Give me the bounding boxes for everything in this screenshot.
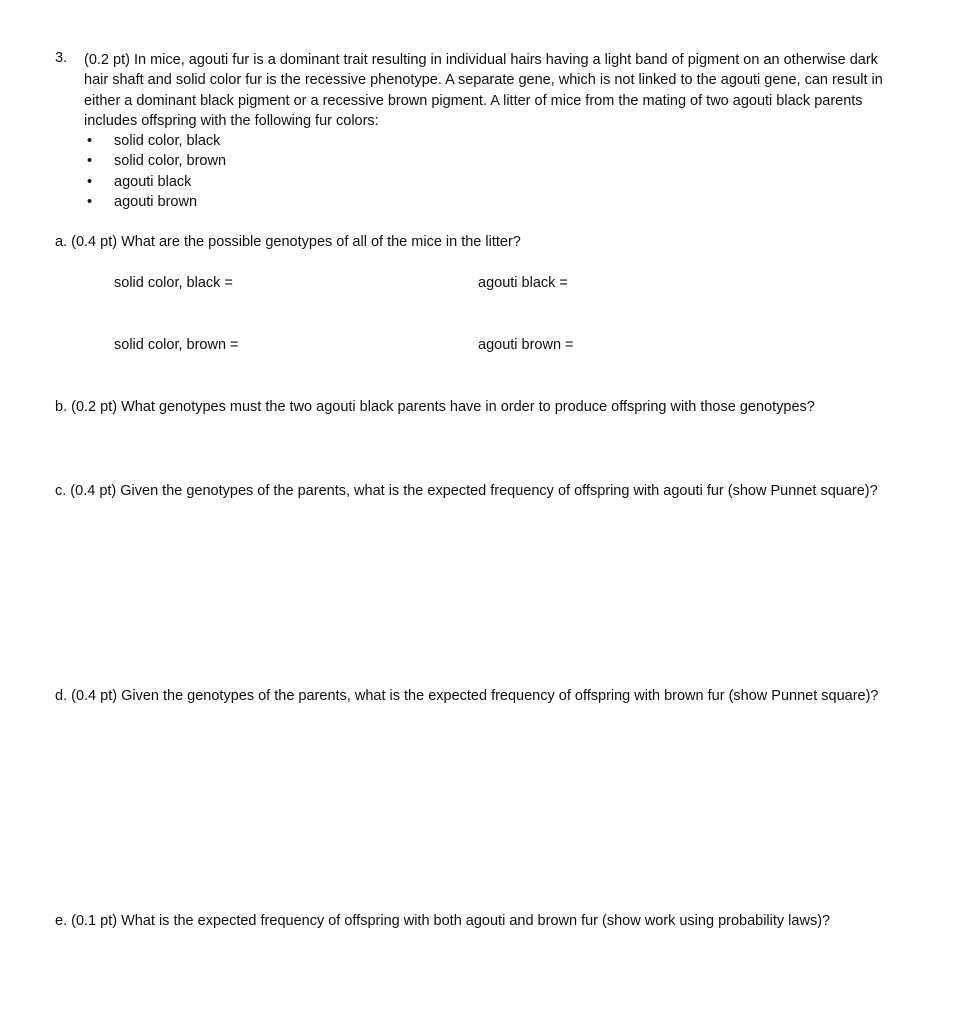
bullet-icon: •	[87, 133, 93, 149]
bullet-icon: •	[87, 194, 93, 211]
list-item	[84, 151, 226, 171]
list-item-label: agouti black	[114, 173, 192, 190]
agouti-brown-label: agouti brown =	[478, 337, 574, 353]
question-number: 3.	[55, 50, 68, 66]
list-item-label: solid color, black	[114, 133, 221, 149]
bullet-icon: •	[87, 173, 93, 190]
list-item-label: solid color, brown	[114, 153, 227, 170]
agouti-black-label: agouti black =	[478, 275, 568, 291]
solid-brown-label: solid color, brown =	[114, 337, 239, 353]
list-item	[84, 131, 226, 151]
solid-black-label: solid color, black =	[114, 275, 233, 291]
question-intro: (0.2 pt) In mice, agouti fur is a dominant trait resulting in individual hairs having a light band of pigment on an otherwise dark hair shaft and solid color fur is the recessive phenotype. A separate gene, which is not linked to the agouti gene, can result in either a dominant black pigment or a recessive brown pigment. A litter of mice from the mating of two agouti black parents includes offspring with the following fur colors:	[84, 52, 883, 130]
list-item	[84, 192, 226, 212]
list-item-label: agouti brown	[114, 194, 198, 211]
part-d-prompt: d. (0.4 pt) Given the genotypes of the parents, what is the expected frequency of offspring with brown fur (show Punnet square)?	[55, 688, 879, 704]
bullet-icon: •	[87, 153, 93, 170]
list-item	[84, 172, 226, 192]
part-e-prompt: e. (0.1 pt) What is the expected frequency of offspring with both agouti and brown fur (show work using probability laws)?	[55, 913, 831, 929]
part-a-prompt: a. (0.4 pt) What are the possible genotypes of all of the mice in the litter?	[55, 234, 521, 250]
part-b-prompt: b. (0.2 pt) What genotypes must the two agouti black parents have in order to produce offspring with those genotypes?	[55, 399, 815, 415]
fur-color-list	[84, 131, 226, 213]
part-c-prompt: c. (0.4 pt) Given the genotypes of the parents, what is the expected frequency of offspring with agouti fur (show Punnet square)?	[55, 483, 878, 499]
